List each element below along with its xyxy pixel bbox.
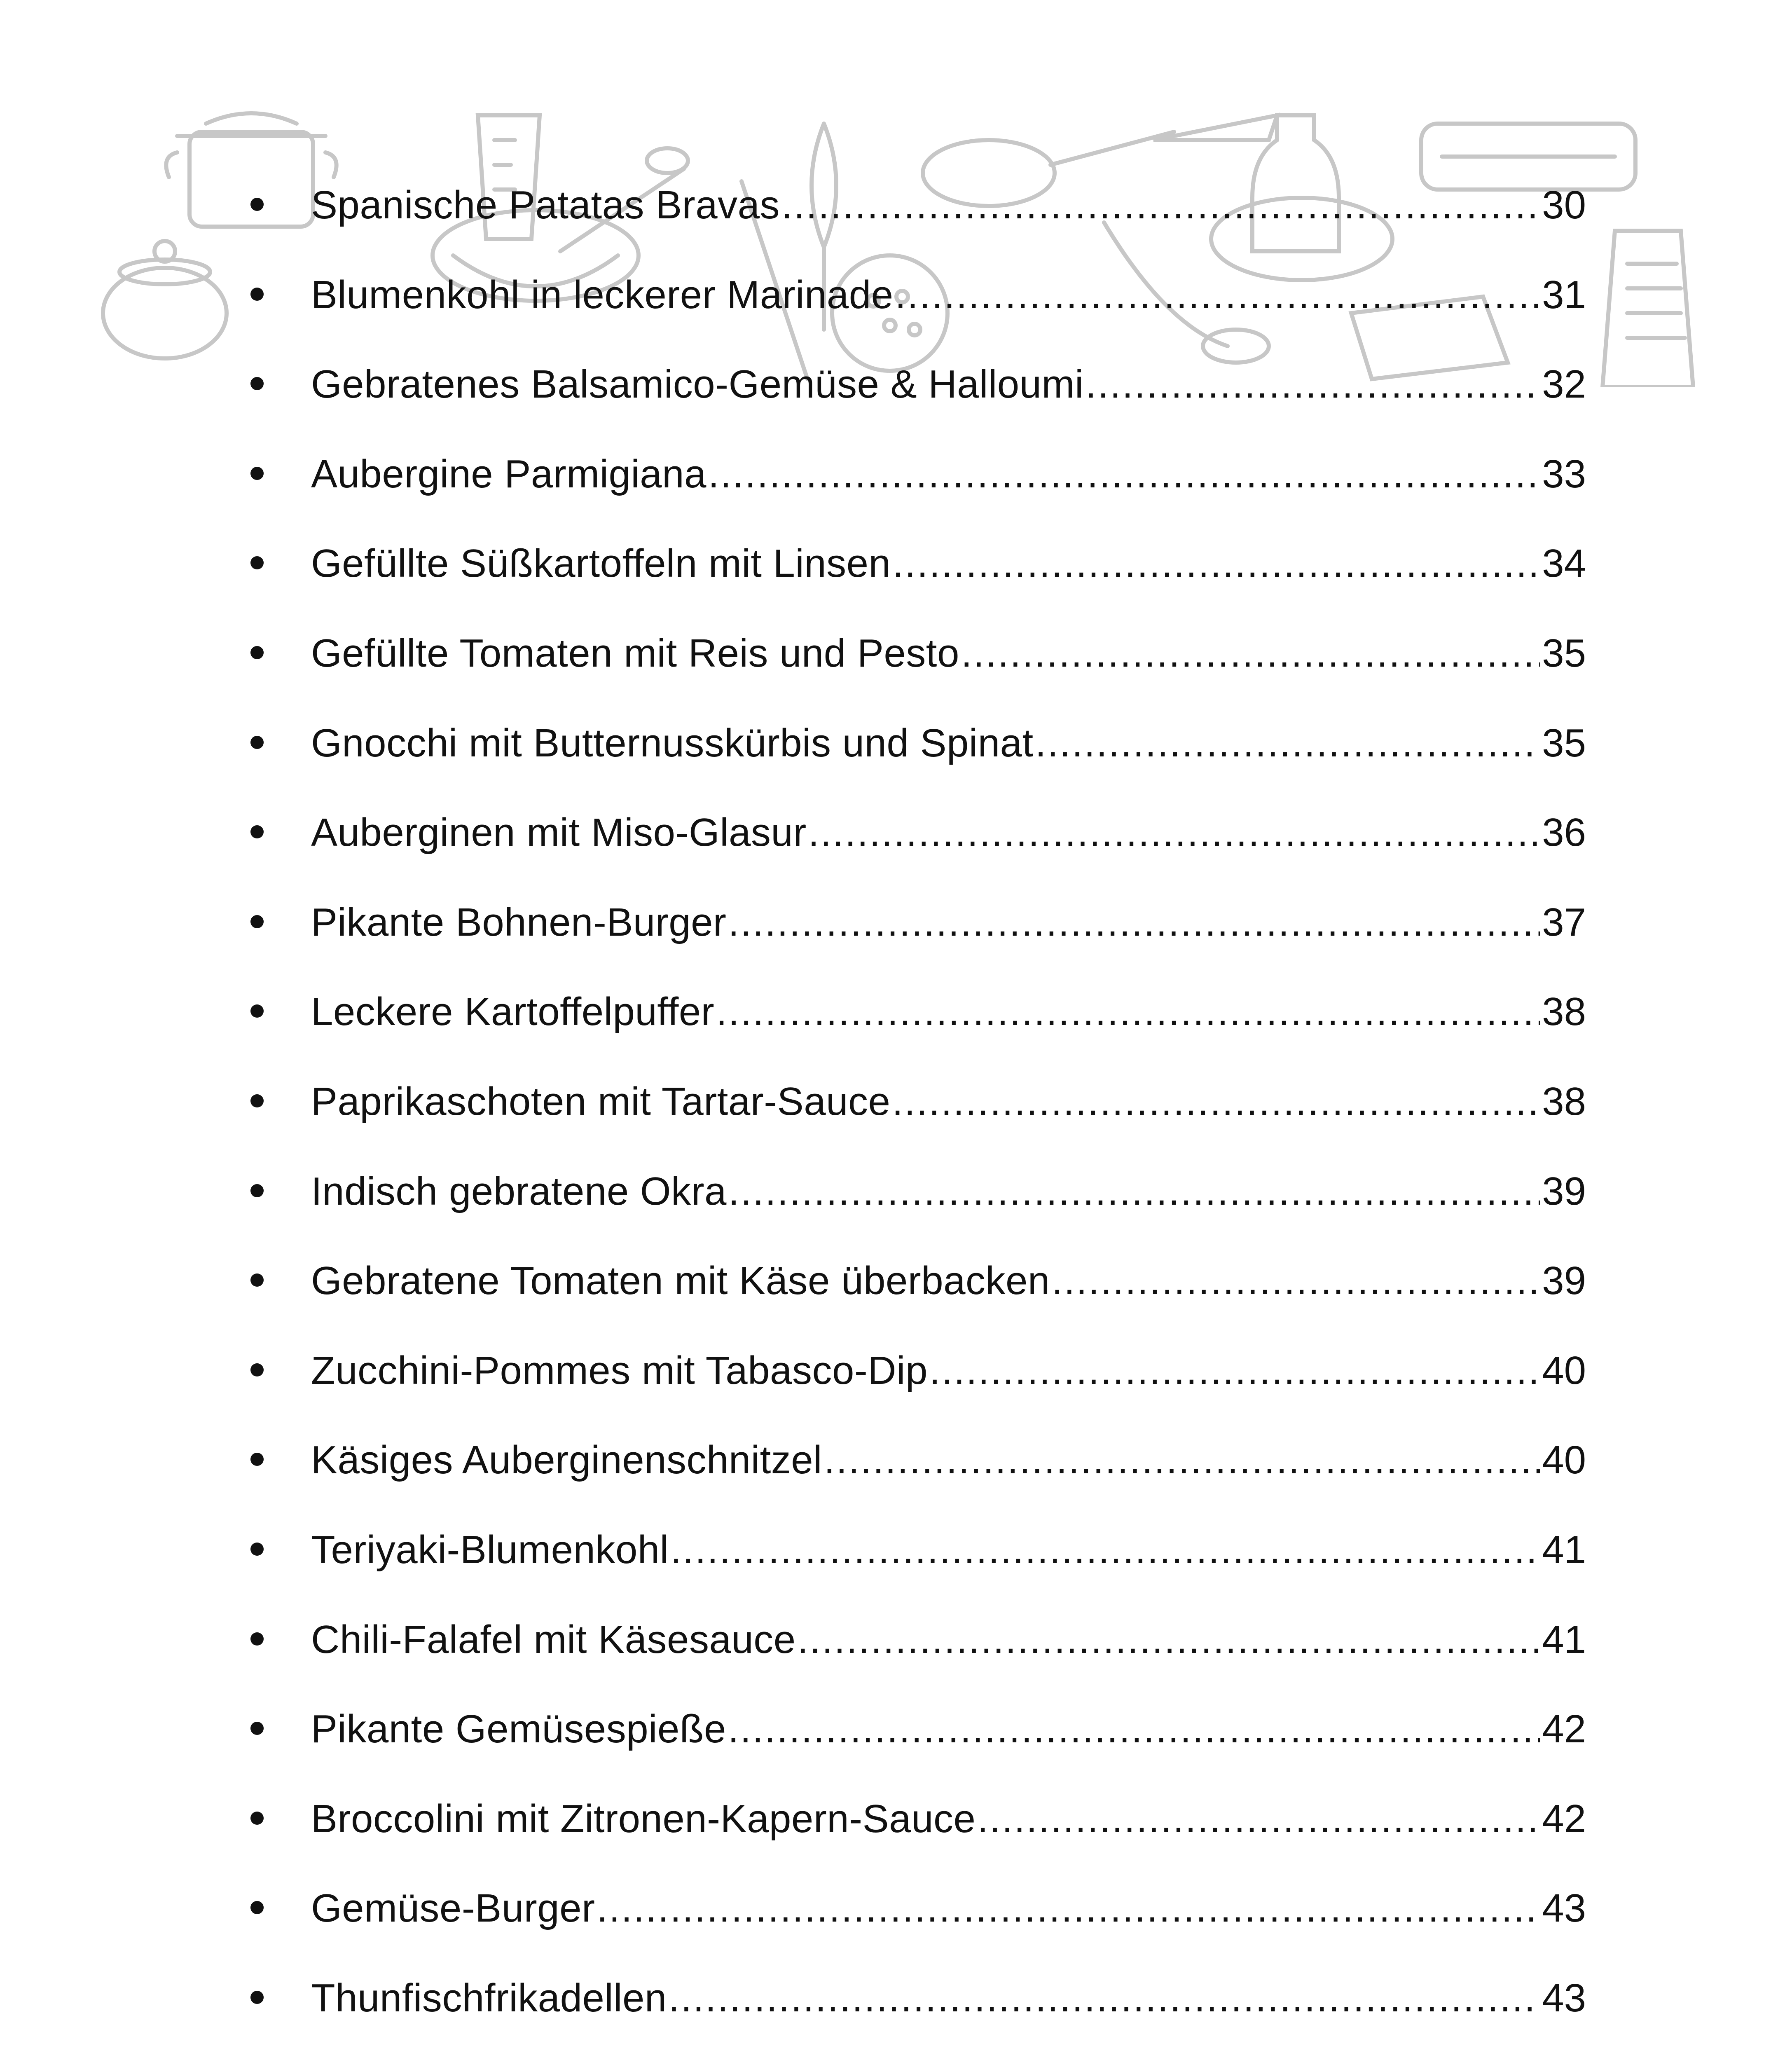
dot-leader	[708, 454, 1540, 494]
toc-entry-title: Gefüllte Tomaten mit Reis und Pesto	[311, 631, 959, 675]
toc-entry-title: Indisch gebratene Okra	[311, 1169, 727, 1213]
toc-entry-title: Gnocchi mit Butternusskürbis und Spinat	[311, 721, 1034, 765]
bullet-icon	[250, 1453, 264, 1466]
dot-leader	[977, 1799, 1540, 1839]
toc-entry-title: Pikante Bohnen-Burger	[311, 900, 727, 944]
toc-entry-page-number: 31	[1542, 272, 1586, 317]
toc-entry	[0, 1429, 1792, 1519]
bullet-icon	[250, 1273, 264, 1287]
toc-line	[311, 264, 1586, 326]
toc-line	[311, 1250, 1586, 1312]
toc-entry	[0, 1877, 1792, 1967]
toc-entry-title: Zucchini-Pommes mit Tabasco-Dip	[311, 1348, 928, 1393]
dot-leader	[929, 1351, 1540, 1390]
toc-entry-page-number: 30	[1542, 183, 1586, 227]
toc-entry	[0, 802, 1792, 892]
toc-entry	[0, 712, 1792, 802]
toc-entry-title: Paprikaschoten mit Tartar-Sauce	[311, 1079, 891, 1124]
toc-entry-title: Auberginen mit Miso-Glasur	[311, 810, 807, 855]
toc-entry-page-number: 42	[1542, 1796, 1586, 1841]
toc-entry-title: Chili-Falafel mit Käsesauce	[311, 1617, 796, 1662]
bullet-icon	[250, 1004, 264, 1018]
bullet-icon	[250, 288, 264, 301]
toc-entry-page-number: 39	[1542, 1169, 1586, 1213]
toc-entry	[0, 264, 1792, 354]
bullet-icon	[250, 198, 264, 211]
toc-entry-title: Broccolini mit Zitronen-Kapern-Sauce	[311, 1796, 976, 1841]
toc-entry	[0, 2057, 1792, 2060]
dot-leader	[597, 1889, 1540, 1928]
toc-entry-page-number: 35	[1542, 631, 1586, 675]
toc-entry	[0, 443, 1792, 533]
toc-entry	[0, 174, 1792, 264]
bullet-icon	[250, 556, 264, 569]
toc-line	[311, 1340, 1586, 1402]
toc-line	[311, 712, 1586, 774]
toc-entry-title: Käsiges Auberginenschnitzel	[311, 1438, 822, 1482]
toc-entry	[0, 1250, 1792, 1340]
toc-entry-title: Gemüse-Burger	[311, 1886, 595, 1931]
toc-entry	[0, 533, 1792, 623]
toc-entry-page-number: 35	[1542, 721, 1586, 765]
bullet-icon	[250, 825, 264, 838]
dot-leader	[716, 992, 1540, 1032]
toc-line	[311, 892, 1586, 953]
toc-entry	[0, 623, 1792, 712]
bullet-icon	[250, 646, 264, 659]
dot-leader	[808, 813, 1540, 852]
toc-entry-page-number: 38	[1542, 1079, 1586, 1124]
dot-leader	[669, 1978, 1540, 2018]
toc-entry	[0, 353, 1792, 443]
toc-entry-title: Blumenkohl in leckerer Marinade	[311, 272, 894, 317]
toc-entry	[0, 1340, 1792, 1430]
toc-line	[311, 174, 1586, 236]
toc-line	[311, 1609, 1586, 1671]
toc-entry-title: Aubergine Parmigiana	[311, 452, 707, 496]
toc-line	[311, 1429, 1586, 1491]
toc-line	[311, 1967, 1586, 2029]
toc-entry	[0, 1698, 1792, 1788]
toc-line	[311, 623, 1586, 684]
dot-leader	[728, 903, 1540, 942]
dot-leader	[824, 1440, 1540, 1480]
bullet-icon	[250, 1722, 264, 1735]
toc-line	[311, 981, 1586, 1043]
bullet-icon	[250, 1901, 264, 1914]
bullet-icon	[250, 1991, 264, 2004]
bullet-icon	[250, 736, 264, 749]
dot-leader	[798, 1620, 1541, 1660]
toc-entry-page-number: 37	[1542, 900, 1586, 944]
toc-entry	[0, 1609, 1792, 1699]
toc-line	[311, 1877, 1586, 1939]
toc-entry-page-number: 41	[1542, 1617, 1586, 1662]
toc-entry-title: Spanische Patatas Bravas	[311, 183, 780, 227]
knife-icon	[1153, 115, 1277, 140]
bullet-icon	[250, 1812, 264, 1825]
toc-entry-page-number: 41	[1542, 1527, 1586, 1572]
toc-entry	[0, 1967, 1792, 2057]
toc-line	[311, 353, 1586, 415]
toc-entry-title: Gebratene Tomaten mit Käse überbacken	[311, 1259, 1050, 1303]
bullet-icon	[250, 1632, 264, 1646]
toc-line	[311, 1698, 1586, 1760]
toc-entry-title: Teriyaki-Blumenkohl	[311, 1527, 669, 1572]
toc-entry-title: Gebratenes Balsamico-Gemüse & Halloumi	[311, 362, 1084, 407]
bullet-icon	[250, 1543, 264, 1556]
toc-entry-page-number: 33	[1542, 452, 1586, 496]
dot-leader	[781, 185, 1540, 225]
toc-line	[311, 1071, 1586, 1133]
bullet-icon	[250, 1363, 264, 1376]
dot-leader	[728, 1709, 1540, 1749]
toc-entry	[0, 1071, 1792, 1161]
toc-entry-page-number: 34	[1542, 541, 1586, 586]
dot-leader	[961, 634, 1540, 673]
toc-entry-title: Leckere Kartoffelpuffer	[311, 990, 715, 1034]
toc-entry-page-number: 43	[1542, 1976, 1586, 2020]
toc-line	[311, 2057, 1586, 2060]
toc-line	[311, 1161, 1586, 1222]
toc-entry	[0, 1788, 1792, 1878]
dot-leader	[1085, 365, 1540, 404]
toc-line	[311, 1519, 1586, 1581]
toc-entry-page-number: 40	[1542, 1438, 1586, 1482]
dot-leader	[728, 1172, 1540, 1211]
toc-entry-page-number: 38	[1542, 990, 1586, 1034]
dot-leader	[892, 544, 1540, 583]
toc-line	[311, 533, 1586, 595]
bullet-icon	[250, 1094, 264, 1107]
toc-entry-page-number: 39	[1542, 1259, 1586, 1303]
toc-entry-page-number: 32	[1542, 362, 1586, 407]
toc-entry-page-number: 42	[1542, 1707, 1586, 1751]
toc-entry	[0, 981, 1792, 1071]
bullet-icon	[250, 915, 264, 928]
dot-leader	[895, 275, 1541, 315]
toc-entry	[0, 1161, 1792, 1250]
toc-entry-page-number: 40	[1542, 1348, 1586, 1393]
bullet-icon	[250, 1184, 264, 1197]
toc-entry	[0, 892, 1792, 981]
dot-leader	[1035, 723, 1541, 763]
toc-line	[311, 443, 1586, 505]
bullet-icon	[250, 467, 264, 480]
toc-entry-title: Gefüllte Süßkartoffeln mit Linsen	[311, 541, 891, 586]
toc-line	[311, 802, 1586, 864]
dot-leader	[1052, 1261, 1540, 1301]
bullet-icon	[250, 377, 264, 390]
toc-entry-page-number: 43	[1542, 1886, 1586, 1931]
table-of-contents	[0, 174, 1792, 2060]
toc-line	[311, 1788, 1586, 1850]
toc-entry	[0, 1519, 1792, 1609]
toc-entry-page-number: 36	[1542, 810, 1586, 855]
toc-entry-title: Pikante Gemüsespieße	[311, 1707, 726, 1751]
dot-leader	[670, 1530, 1540, 1570]
dot-leader	[892, 1082, 1540, 1121]
toc-entry-title: Thunfischfrikadellen	[311, 1976, 667, 2020]
